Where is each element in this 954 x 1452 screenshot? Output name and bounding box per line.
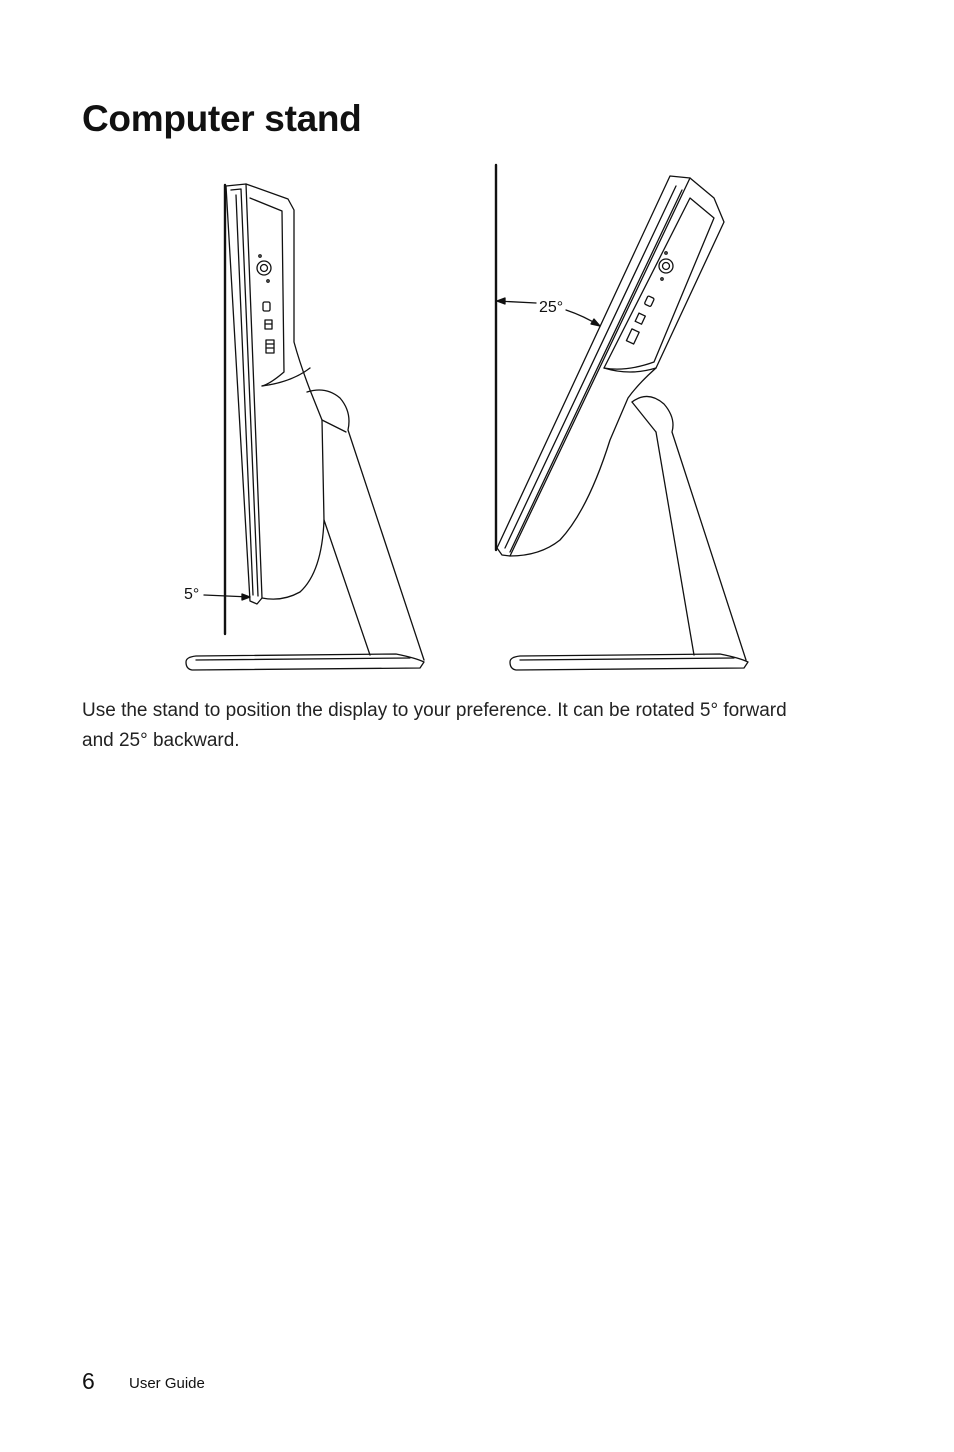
stand-arm — [307, 390, 424, 660]
stand-tilt-illustration — [0, 0, 954, 700]
page-title: Computer stand — [82, 98, 362, 139]
backward-tilt-computer — [496, 165, 748, 670]
rear-housing-2 — [510, 178, 724, 556]
body-paragraph: Use the stand to position the display to your preference. It can be rotated 5° forward and 25° backward. — [82, 700, 787, 751]
forward-tilt-computer — [186, 184, 424, 670]
stand-arm-2 — [632, 396, 746, 660]
rear-housing — [246, 184, 324, 599]
power-button — [257, 261, 271, 275]
page-number: 6 — [82, 1368, 95, 1394]
stand-base-2 — [510, 654, 748, 670]
power-button-2 — [659, 259, 673, 273]
backward-angle-label: 25° — [539, 299, 564, 316]
forward-angle-label: 5° — [184, 586, 200, 603]
stand-base — [186, 654, 424, 670]
footer-label: User Guide — [129, 1375, 205, 1392]
